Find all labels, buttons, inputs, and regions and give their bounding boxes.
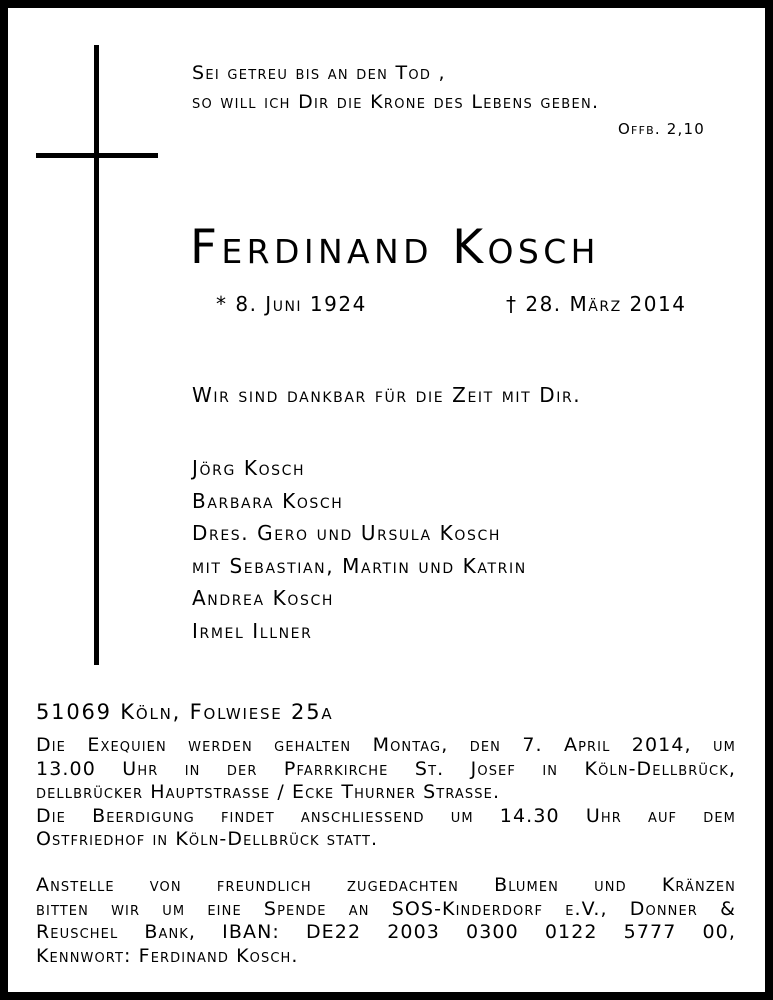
donation-notice bbox=[36, 874, 736, 968]
cross-icon-crossbar bbox=[36, 153, 158, 158]
donation-notice-line: bitten wir um eine Spende an SOS-Kinderdorf e.V., Donner & bbox=[36, 897, 736, 920]
funeral-notice-line: Die Beerdigung findet anschliessend um 14.30 Uhr auf dem bbox=[36, 804, 736, 827]
donation-notice-line: Reuschel Bank, IBAN: DE22 2003 0300 0122 5777 00, bbox=[36, 921, 736, 943]
family-member: Barbara Kosch bbox=[192, 488, 344, 513]
funeral-notice-line: Die Exequien werden gehalten Montag, den 7. April 2014, um bbox=[36, 734, 736, 756]
family-member: mit Sebastian, Martin und Katrin bbox=[192, 553, 527, 578]
thanks-line: Wir sind dankbar für die Zeit mit Dir. bbox=[192, 383, 582, 407]
family-member: Dres. Gero und Ursula Kosch bbox=[192, 521, 501, 545]
funeral-notice bbox=[36, 734, 736, 852]
death-date: † 28. März 2014 bbox=[506, 292, 687, 316]
funeral-notice-line: 13.00 Uhr in der Pfarrkirche St. Josef in Köln-Dellbrück, bbox=[36, 757, 736, 780]
verse-line-1: Sei getreu bis an den Tod , bbox=[192, 62, 446, 84]
verse-reference: Offb. 2,10 bbox=[618, 120, 705, 138]
address: 51069 Köln, Folwiese 25a bbox=[36, 700, 334, 724]
family-list bbox=[192, 452, 527, 647]
deceased-name: Ferdinand Kosch bbox=[190, 220, 600, 275]
family-member: Jörg Kosch bbox=[192, 456, 306, 480]
cross-icon bbox=[94, 45, 99, 665]
family-member: Irmel Illner bbox=[192, 618, 313, 643]
family-member: Andrea Kosch bbox=[192, 586, 334, 610]
funeral-notice-line: Ostfriedhof in Köln-Dellbrück statt. bbox=[36, 828, 379, 850]
donation-notice-line: Anstelle von freundlich zugedachten Blumen und Kränzen bbox=[36, 874, 736, 896]
birth-date: * 8. Juni 1924 bbox=[216, 292, 367, 316]
donation-notice-line: Kennwort: Ferdinand Kosch. bbox=[36, 944, 299, 967]
verse-line-2: so will ich Dir die Krone des Lebens geben. bbox=[192, 91, 600, 113]
funeral-notice-line: dellbrücker Hauptstrasse / Ecke Thurner Strasse. bbox=[36, 781, 501, 803]
